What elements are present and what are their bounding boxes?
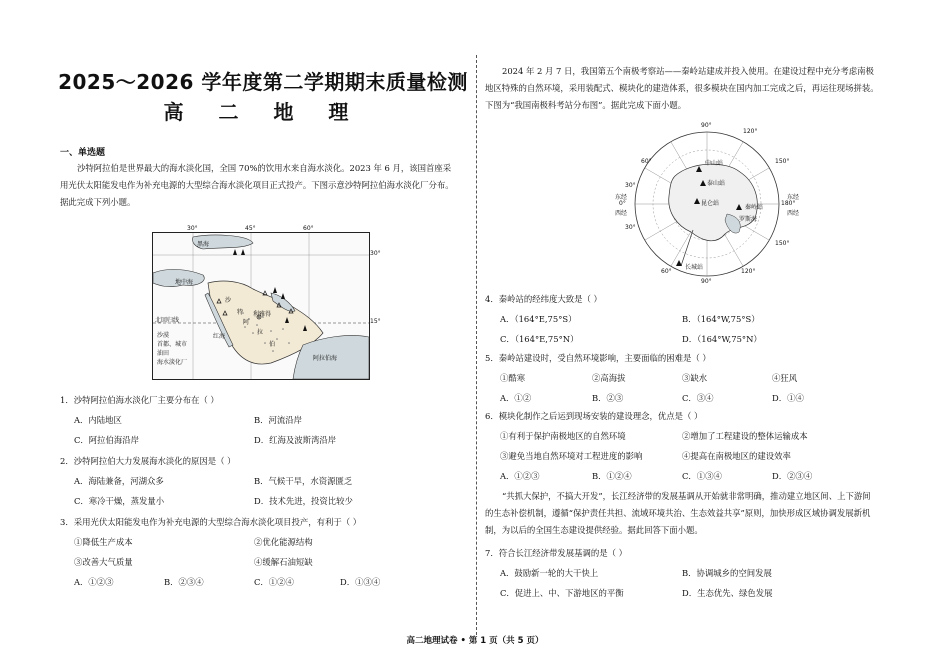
- deg-label: 150°: [775, 240, 790, 247]
- passage-3: [485, 488, 900, 539]
- deg-label: 120°: [743, 128, 758, 135]
- q6-option-a[interactable]: A．①②③: [500, 471, 540, 481]
- deg-label: 0°: [619, 200, 626, 207]
- station-changcheng: 长城站: [685, 264, 704, 271]
- q2-option-a[interactable]: A．海陆兼备，河湖众多: [74, 476, 164, 486]
- station-kunlun: 昆仑站: [701, 200, 720, 207]
- q6-option-b[interactable]: B．①②④: [592, 471, 632, 481]
- question-3-stem: 3．采用光伏太阳能发电作为补充电源的大型综合海水淡化项目投产，有利于（ ）: [60, 517, 362, 527]
- q3-option-d[interactable]: D．①③④: [340, 577, 381, 587]
- antarctic-station-map: [615, 122, 805, 287]
- map-lon-label: 30°: [187, 225, 198, 232]
- q1-option-c[interactable]: C．阿拉伯海沿岸: [74, 435, 140, 445]
- passage-1-line: 用光伏太阳能发电作为补充电源的大型综合海水淡化项目正式投产。下图示意沙特阿拉伯海水淡化厂分布。: [60, 180, 454, 190]
- label-sa: 沙: [225, 297, 232, 304]
- question-2-stem: 2．沙特阿拉伯大力发展海水淡化的原因是（ ）: [60, 456, 236, 466]
- q7-option-a[interactable]: A．鼓励新一轮的大干快上: [500, 568, 599, 578]
- q4-option-b[interactable]: B．（164°W,75°S）: [682, 314, 760, 324]
- column-divider: [476, 55, 477, 635]
- passage-3-line: 制，为以后的全国生态建设提供经验。据此回答下面小题。: [485, 525, 703, 535]
- q5-option-c[interactable]: C．③④: [682, 393, 714, 403]
- side-label: 西经: [787, 210, 800, 217]
- label-mediterranean: 地中海: [175, 279, 194, 286]
- q5-item: ①酷寒: [500, 373, 526, 383]
- q2-option-d[interactable]: D．技术先进，投资比较少: [254, 496, 353, 506]
- q3-option-c[interactable]: C．①②④: [254, 577, 294, 587]
- map-lat-label: 30°: [370, 250, 381, 257]
- q5-item: ③缺水: [682, 373, 708, 383]
- q6-option-d[interactable]: D．②③④: [772, 471, 813, 481]
- exam-subtitle: 高 二 地 理: [163, 100, 363, 124]
- passage-1-line: 据此完成下列小题。: [60, 197, 136, 207]
- question-5-stem: 5．秦岭站建设时，受自然环境影响，主要面临的困难是（ ）: [485, 353, 711, 363]
- passage-1: [60, 160, 465, 211]
- passage-1-line: 沙特阿拉伯是世界最大的海水淡化国，全国 70%的饮用水来自海水淡化。2023 年 6 月，该国首座采: [77, 163, 452, 173]
- q7-option-b[interactable]: B．协调城乡的空间发展: [682, 568, 772, 578]
- q3-item: ①降低生产成本: [74, 537, 133, 547]
- q6-option-c[interactable]: C．①③④: [682, 471, 722, 481]
- deg-label: 180°: [781, 200, 796, 207]
- q3-option-a[interactable]: A．①②③: [74, 577, 114, 587]
- deg-label: 30°: [625, 224, 636, 231]
- label-la: 拉: [257, 329, 264, 336]
- q5-item: ②高海拔: [592, 373, 626, 383]
- q7-option-c[interactable]: C．促进上、中、下游地区的平衡: [500, 588, 624, 598]
- q6-item: ①有利于保护南极地区的自然环境: [500, 431, 626, 441]
- deg-label: 150°: [775, 158, 790, 165]
- deg-label: 30°: [625, 182, 636, 189]
- legend-city: 首都、城市: [157, 341, 188, 348]
- q5-option-d[interactable]: D．①④: [772, 393, 804, 403]
- side-label: 东经: [615, 194, 628, 201]
- passage-3-line: 的生态补偿机制，遵循“保护责任共担、流域环境共治、生态效益共享”原则，加快形成区域协调发展新机: [485, 508, 871, 518]
- question-4-stem: 4．秦岭站的经纬度大致是（ ）: [485, 294, 602, 304]
- map-lon-label: 60°: [303, 225, 314, 232]
- q3-item: ②优化能源结构: [254, 537, 313, 547]
- legend-oilfield: 油田: [157, 350, 170, 357]
- q5-option-a[interactable]: A．①②: [500, 393, 532, 403]
- deg-label: 60°: [641, 158, 652, 165]
- q1-option-b[interactable]: B．河流沿岸: [254, 415, 303, 425]
- q6-item: ③避免当地自然环境对工程进度的影响: [500, 451, 643, 461]
- q1-option-a[interactable]: A．内陆地区: [74, 415, 122, 425]
- q1-option-d[interactable]: D．红海及波斯湾沿岸: [254, 435, 337, 445]
- legend-desal-plant: 海水淡化厂: [157, 359, 188, 366]
- map-lon-label: 45°: [245, 225, 256, 232]
- side-label: 西经: [615, 210, 628, 217]
- q6-item: ④提高在南极地区的建设效率: [682, 451, 791, 461]
- passage-2-line: 下图为“我国南极科考站分布图”。据此完成下面小题。: [485, 100, 687, 110]
- q5-item: ④狂风: [772, 373, 798, 383]
- exam-title: 2025～2026 学年度第二学期期末质量检测: [58, 70, 468, 94]
- q4-option-a[interactable]: A．（164°E,75°S）: [500, 314, 577, 324]
- label-te: 特: [237, 309, 244, 316]
- question-1-stem: 1．沙特阿拉伯海水淡化厂主要分布在（ ）: [60, 395, 219, 405]
- label-arabian-sea: 阿拉伯海: [313, 355, 338, 362]
- q5-option-b[interactable]: B．②③: [592, 393, 624, 403]
- passage-2-line: 2024 年 2 月 7 日，我国第五个南极考察站——秦岭站建成并投入使用。在建设过程中充分考虑南极: [502, 66, 874, 76]
- legend-desert: 沙漠: [157, 332, 170, 339]
- label-black-sea: 黑海: [197, 241, 210, 248]
- map-legend: [157, 331, 187, 367]
- page-footer: 高二地理试卷 • 第 1 页（共 5 页）: [406, 636, 544, 646]
- label-tropic: 北回归线: [155, 317, 180, 324]
- deg-label: 90°: [701, 122, 712, 129]
- q3-item: ③改善大气质量: [74, 557, 133, 567]
- q3-option-b[interactable]: B．②③④: [164, 577, 204, 587]
- passage-2-line: 地区特殊的自然环境，采用装配式、模块化的建造体系，很多模块在国内加工完成之后，再运往现场拼装。: [485, 83, 879, 93]
- q3-item: ④缓解石油短缺: [254, 557, 313, 567]
- deg-label: 90°: [701, 278, 712, 285]
- station-zhongshan: 中山站: [705, 160, 724, 167]
- deg-label: 60°: [661, 268, 672, 275]
- label-ross-sea: 罗斯海: [739, 216, 758, 223]
- q7-option-d[interactable]: D．生态优先、绿色发展: [682, 588, 773, 598]
- label-bo: 伯: [269, 341, 276, 348]
- side-label: 东经: [787, 194, 800, 201]
- map-lat-label: 15°: [370, 318, 381, 325]
- question-6-stem: 6．模块化制作之后运到现场安装的建设理念，优点是（ ）: [485, 411, 703, 421]
- deg-label: 120°: [741, 268, 756, 275]
- section-label: 一、单选题: [60, 148, 106, 158]
- label-riyadh: 利雅得: [253, 311, 272, 318]
- label-red-sea: 红海: [213, 333, 226, 340]
- q4-option-c[interactable]: C．（164°E,75°N）: [500, 334, 579, 344]
- station-taishan: 泰山站: [707, 180, 726, 187]
- q4-option-d[interactable]: D．（164°W,75°N）: [682, 334, 762, 344]
- passage-3-line: “共抓大保护，不搞大开发”，长江经济带的发展基调从开始就非常明确，推动建立地区间、上下游间: [502, 491, 871, 501]
- q2-option-b[interactable]: B．气候干旱，水资源匮乏: [254, 476, 353, 486]
- passage-2: [485, 63, 900, 114]
- label-a: 阿: [243, 319, 250, 326]
- q6-item: ②增加了工程建设的整体运输成本: [682, 431, 808, 441]
- station-qinling: 秦岭站: [745, 204, 764, 211]
- saudi-desalination-map: [152, 232, 370, 380]
- q2-option-c[interactable]: C．寒冷干燥，蒸发量小: [74, 496, 165, 506]
- question-7-stem: 7．符合长江经济带发展基调的是（ ）: [485, 548, 627, 558]
